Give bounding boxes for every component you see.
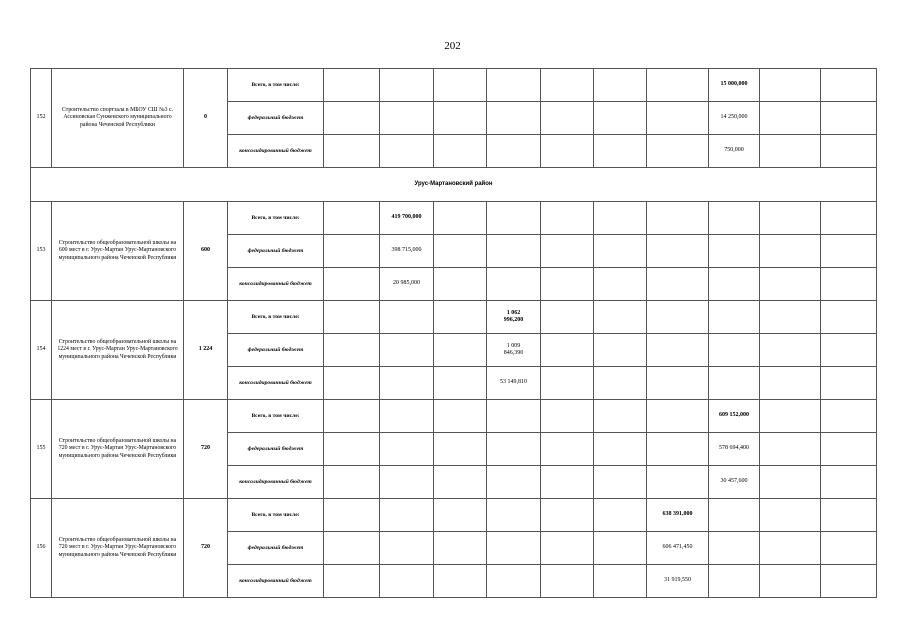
value-cell: 20 985,000	[380, 268, 434, 301]
project-name: Строительство спортзала в МБОУ СШ №3 с. Ассиновская Сунженского муниципального района Чеченской Республики	[52, 69, 184, 168]
federal-label: федеральный бюджет	[228, 433, 324, 466]
value-cell: 609 152,000	[709, 400, 760, 433]
federal-label: федеральный бюджет	[228, 532, 324, 565]
consolidated-label: консолидированный бюджет	[228, 135, 324, 168]
value-cell: 15 000,000	[709, 69, 760, 102]
value-line: 1 062	[506, 309, 521, 316]
value-line: 996,200	[503, 317, 524, 323]
table-row	[31, 202, 877, 235]
value-cell: 53 149,810	[487, 367, 541, 400]
total-label: Всего, в том числе:	[228, 202, 324, 235]
value-cell: 14 250,000	[709, 102, 760, 135]
federal-label: федеральный бюджет	[228, 334, 324, 367]
value-cell: 606 471,450	[647, 532, 709, 565]
table-row	[31, 69, 877, 102]
row-number: 155	[31, 400, 52, 499]
value-line: 846,390	[503, 350, 524, 356]
project-name: Строительство общеобразовательной школы на 600 мест в г. Урус-Мартан Урус-Мартановского муниципального района Чеченской Республики	[52, 202, 184, 301]
project-name: Строительство общеобразовательной школы на 720 мест в г. Урус-Мартан Урус-Мартановского муниципального района Чеченской Республики	[52, 400, 184, 499]
value-line: 1 009	[506, 342, 521, 349]
section-title: Урус-Мартановский район	[31, 168, 877, 202]
capacity: 600	[184, 202, 228, 301]
project-name: Строительство общеобразовательной школы на 720 мест в г. Урус-Мартан Урус-Мартановского муниципального района Чеченской Республики	[52, 499, 184, 598]
value-cell: 419 700,000	[380, 202, 434, 235]
page-number: 202	[444, 40, 461, 52]
table-row	[31, 301, 877, 334]
value-cell: 638 391,000	[647, 499, 709, 532]
consolidated-label: консолидированный бюджет	[228, 466, 324, 499]
section-row	[31, 168, 877, 202]
capacity: 720	[184, 400, 228, 499]
federal-label: федеральный бюджет	[228, 235, 324, 268]
row-number: 154	[31, 301, 52, 400]
capacity: 1 224	[184, 301, 228, 400]
consolidated-label: консолидированный бюджет	[228, 367, 324, 400]
row-number: 156	[31, 499, 52, 598]
capacity: 720	[184, 499, 228, 598]
value-cell	[487, 334, 541, 367]
project-name: Строительство общеобразовательной школы на 1224 мест в г. Урус-Мартан Урус-Мартановского муниципального района Чеченской Республики	[52, 301, 184, 400]
total-label: Всего, в том числе:	[228, 400, 324, 433]
budget-table	[30, 68, 877, 598]
total-label: Всего, в том числе:	[228, 301, 324, 334]
total-label: Всего, в том числе:	[228, 499, 324, 532]
row-number: 153	[31, 202, 52, 301]
value-cell	[487, 301, 541, 334]
table-row	[31, 499, 877, 532]
capacity: 0	[184, 69, 228, 168]
table-row	[31, 400, 877, 433]
consolidated-label: консолидированный бюджет	[228, 565, 324, 598]
value-cell: 30 457,600	[709, 466, 760, 499]
total-label: Всего, в том числе:	[228, 69, 324, 102]
federal-label: федеральный бюджет	[228, 102, 324, 135]
row-number: 152	[31, 69, 52, 168]
value-cell: 750,000	[709, 135, 760, 168]
value-cell: 578 694,400	[709, 433, 760, 466]
value-cell: 398 715,000	[380, 235, 434, 268]
value-cell: 31 919,550	[647, 565, 709, 598]
consolidated-label: консолидированный бюджет	[228, 268, 324, 301]
